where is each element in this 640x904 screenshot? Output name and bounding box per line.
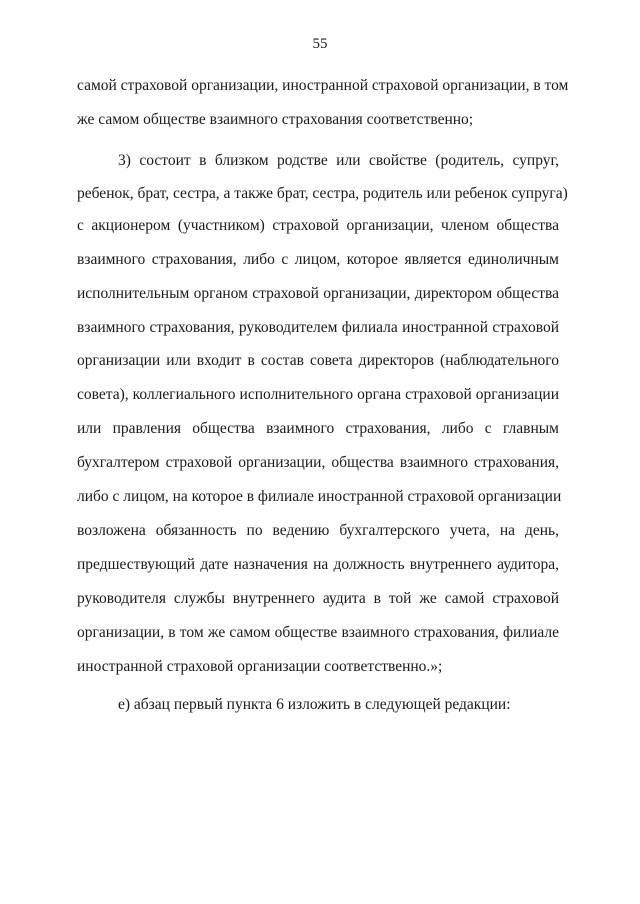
text-line: или правления общества взаимного страхования, либо с главным	[77, 420, 559, 437]
text-line: возложена обязанность по ведению бухгалтерского учета, на день,	[77, 522, 559, 539]
text-line: иностранной страховой организации соответственно.»;	[77, 658, 443, 675]
text-line: взаимного страхования, либо с лицом, которое является единоличным	[77, 251, 559, 268]
text-line: исполнительным органом страховой организации, директором общества	[77, 285, 559, 302]
text-line: 3) состоит в близком родстве или свойстве (родитель, супруг,	[118, 152, 559, 169]
text-line: организации, в том же самом обществе взаимного страхования, филиале	[77, 624, 559, 641]
text-line: ребенок, брат, сестра, а также брат, сестра, родитель или ребенок супруга)	[77, 185, 568, 202]
text-line: руководителя службы внутреннего аудита в той же самой страховой	[77, 590, 559, 607]
text-line: же самом обществе взаимного страхования соответственно;	[77, 111, 474, 128]
text-line: предшествующий дате назначения на должность внутреннего аудитора,	[77, 556, 559, 573]
text-line: организации или входит в состав совета директоров (наблюдательного	[77, 352, 559, 369]
text-line: взаимного страхования, руководителем филиала иностранной страховой	[77, 319, 559, 336]
text-line: самой страховой организации, иностранной страховой организации, в том	[77, 77, 569, 94]
text-line: либо с лицом, на которое в филиале иностранной страховой организации	[77, 488, 562, 505]
text-line: е) абзац первый пункта 6 изложить в следующей редакции:	[118, 696, 511, 713]
text-line: бухгалтером страховой организации, общества взаимного страхования,	[77, 454, 559, 471]
text-line: совета), коллегиального исполнительного органа страховой организации	[77, 386, 559, 403]
text-line: с акционером (участником) страховой организации, членом общества	[77, 217, 559, 234]
page-number: 55	[312, 36, 328, 52]
